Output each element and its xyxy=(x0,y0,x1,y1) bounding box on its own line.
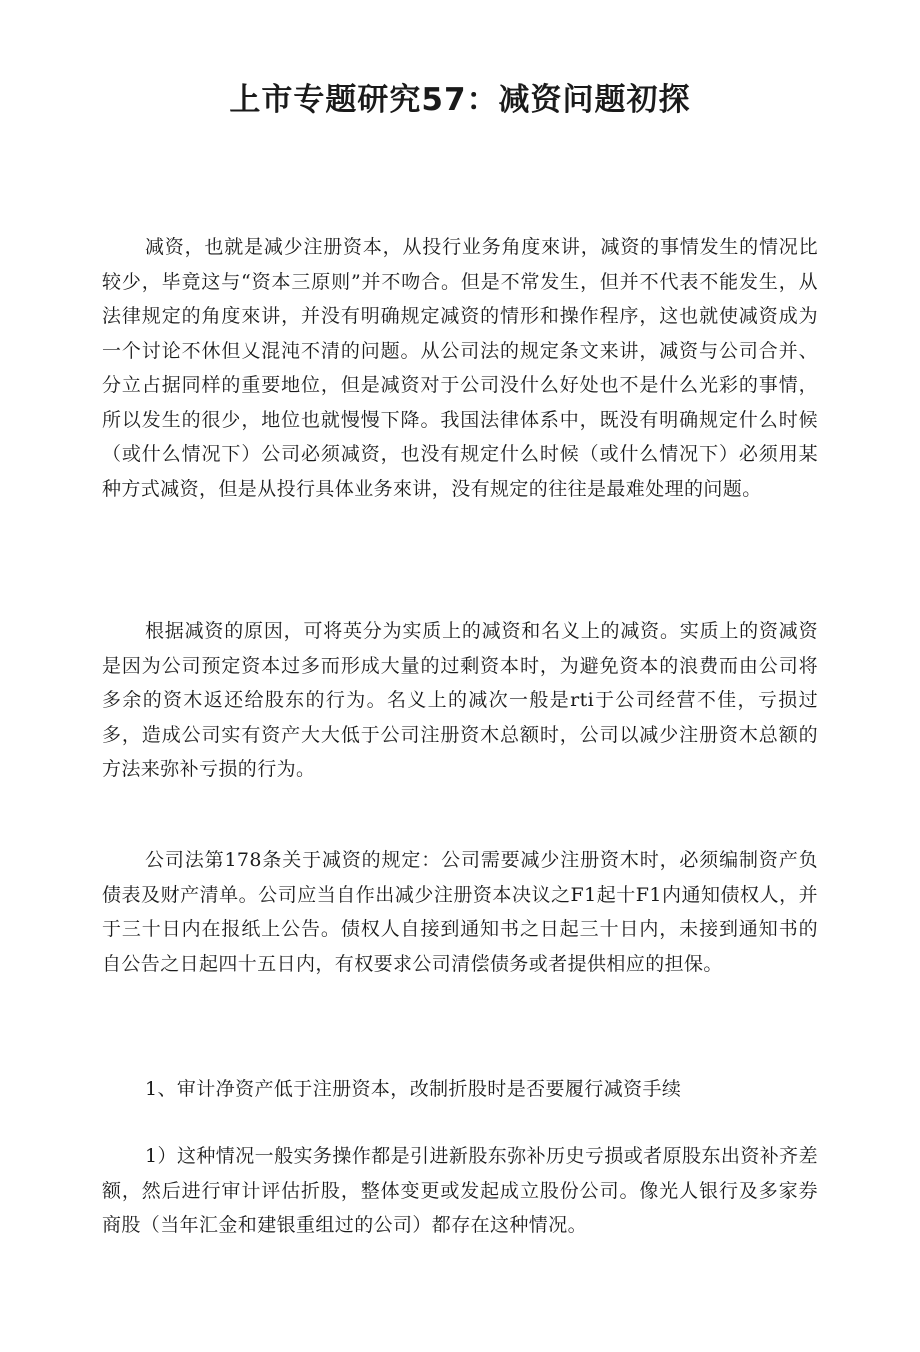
paragraph-company-law: 公司法第178条关于减资的规定：公司需要减少注册资木时，必须编制资产负债表及财产清单。公司应当自作出减少注册资本决议之F1起十F1内通知债权人，并于三十日内在报纸上公告。债权人自接到通知书之日起三十日内，未接到通知书的自公告之日起四十五日内，有权要求公司清偿债务或者提供相应的担保。 xyxy=(102,849,818,975)
paragraph-intro: 减资，也就是减少注册资本，从投行业务角度來讲，减资的事情发生的情况比较少，毕竟这与“资本三原则”并不吻合。但是不常发生，但并不代表不能发生，从法律规定的角度來讲，并没有明确规定减资的情形和操作程序，这也就使减资成为一个讨论不休但乂混沌不清的问题。从公司法的规定条文来讲，减资与公司合并、分立占据同样的重要地位，但是减资对于公司没什么好处也不是什么光彩的事情，所以发生的很少，地位也就慢慢下降。我国法律体系中，既没有明确规定什么时候（或什么情况下）公司必须减资，也没有规定什么时候（或什么情况下）必须用某种方式减资，但是从投行具体业务來讲，没有规定的往往是最难处理的问题。 xyxy=(102,236,818,500)
section-heading: 1、审计净资产低于注册资本，改制折股时是否要履行减资手续 xyxy=(145,1078,682,1100)
paragraph-practice: 1）这种情况一般实务操作都是引进新股东弥补历史亏损或者原股东出资补齐差额，然后进行审计评估折股，整体变更或发起成立股份公司。像光人银行及多家券商股（当年汇金和建银重组过的公司）都存在这种情况。 xyxy=(102,1145,818,1236)
paragraph-reasons: 根据减资的原因，可将英分为实质上的减资和名义上的减资。实质上的资减资是因为公司预定资本过多而形成大量的过剩资本时，为避免资本的浪费而由公司将多余的资木返还给股东的行为。名义上的减次一般是rti于公司经营不佳，亏损过多，造成公司实有资产大大低于公司注册资木总额时，公司以减少注册资木总额的方法来弥补亏损的行为。 xyxy=(102,620,818,780)
document-title: 上市专题研究57：减资问题初探 xyxy=(229,82,691,118)
